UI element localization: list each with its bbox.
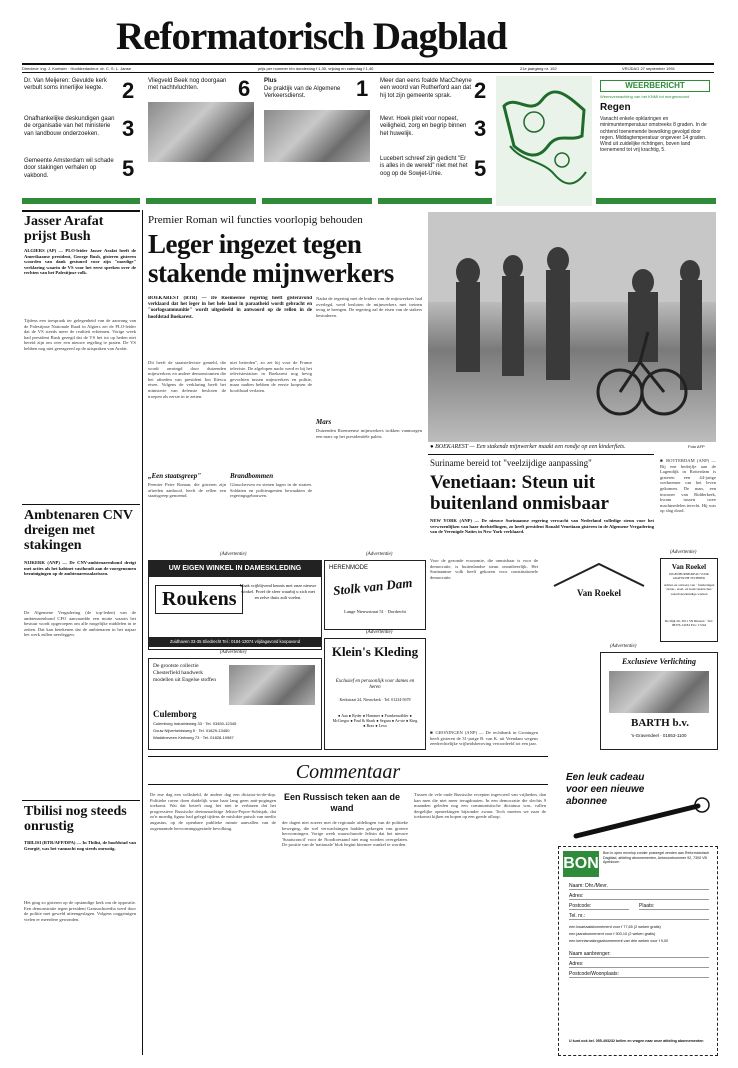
coupon-field-recruiter[interactable]: Naam aanbrenger: bbox=[569, 951, 709, 958]
masthead-rule-bottom bbox=[22, 72, 714, 73]
tbilisi-lead: TBILISI (RTR/AFP/DPA) — In Tbilisi, de hoofdstad van Georgië, was het vannacht nog steeds onrustig. bbox=[24, 840, 136, 851]
ad-label: (Advertentie) bbox=[220, 650, 247, 655]
teaser-column-2 bbox=[146, 76, 256, 206]
main-col-2: niet betreden", zo zei hij voor de Franse televisie. De afgelopen nacht werd er bij het televisiestation in Boekarest nog hevig gevochten tussen mijnwerkers en politie, maar nadien hebben de eerste korpsen de hoofdstad verlaten. bbox=[230, 360, 312, 393]
column-rule bbox=[22, 210, 140, 212]
teaser-green-bar bbox=[262, 198, 372, 204]
weather-map-icon bbox=[496, 76, 592, 206]
ad-roekel-text: Advies en ontwerp van · funderingen · beton-, staal- en houtconstructies · waterbouwkundige werken bbox=[663, 583, 715, 596]
coupon-footer: U kunt ook bel. 055-493232 bellen en vragen naar onze afdeling abonnementen bbox=[569, 1039, 704, 1043]
coupon-field-name[interactable]: Naam: Dhr./Mevr. bbox=[569, 883, 709, 890]
teaser-text: De praktijk van de Algemene Verkeersdienst. bbox=[264, 86, 341, 100]
coupon-field-postcode[interactable]: Postcode: bbox=[569, 903, 629, 910]
ad-label: (Advertentie) bbox=[366, 552, 393, 557]
groningen-text: ■ GRONINGEN (ANP) — De rechtbank in Groningen heeft gisteren de 31-jarige B. van K. uit Veendam wegens zeedrechtelijke vrijheidsberoving veroordeeld tot een jaar. bbox=[430, 730, 538, 747]
weather-text: Vanacht enkele opklaringen en minimumtemperatuur omstreeks 8 graden. In de ochtend toenemende bewolking gevolgd door regen. Middagtemperatuur ongeveer 14 graden. Wind uit zuidelijke richtingen, boven land toenemend tot vrij krachtig, 5. bbox=[600, 116, 707, 154]
teaser-text: Mevr. Hoek pleit voor nopeet, veiligheid, zorg en begrip binnen het huwelijk. bbox=[380, 116, 467, 137]
main-col-1: Dit heeft de staatstelevisie gemeld, die wordt omringd door duizenden mijnwerkers en andere demonstranten die het aftreden van president Ion Iliescu eisen. Volgens de verklaring heeft het ministerie van defensie besloten de troepen als eerste in te zetten. bbox=[148, 360, 226, 399]
teaser-green-bar bbox=[146, 198, 256, 204]
ad-label: (Advertentie) bbox=[220, 552, 247, 557]
car-photo bbox=[264, 110, 370, 162]
section-rule bbox=[148, 756, 548, 757]
ad-klein-brand: Klein's Kleding bbox=[331, 644, 419, 659]
teaser-text: Vliegveld Beek nog doorgaan met nachtvluchten. bbox=[148, 78, 227, 92]
masthead-title: Reformatorisch Dagblad bbox=[116, 15, 507, 58]
suriname-kicker: Suriname bereid tot "veelzijdige aanpassing" bbox=[430, 458, 592, 468]
miners-photo bbox=[428, 212, 716, 442]
ad-klein-tags: ● Aaa ● Ryder ● Hammer ● Frankenwälder ● McGregor ● Paul & Shark ● Segura ● Ar-ste ● King ● Brax ● Lexo bbox=[332, 713, 418, 728]
photo-caption: ● BOEKAREST — Een stakende mijnwerker maakt een rondje op een kinderfiets. bbox=[430, 444, 626, 450]
weather-title: Regen bbox=[600, 102, 631, 113]
weather-box bbox=[596, 76, 716, 206]
main-kicker: Premier Roman wil functies voorlopig behouden bbox=[148, 214, 363, 226]
ad-roekel-address: De Dijk 26, 3611 SN Rhenen · Tel.: 08376-14184 Fax: 17244 bbox=[664, 619, 714, 628]
ad-chesterfield-brand: Culemborg bbox=[153, 709, 197, 719]
cyclist-photo-icon bbox=[428, 212, 716, 442]
column-rule bbox=[22, 800, 140, 801]
masthead-rule bbox=[22, 63, 714, 65]
teaser-page-number: 1 bbox=[356, 76, 369, 101]
main-col-2b: Glasscherven en stenen lagen in de straten. Soldaten en politieagenten bewaakten de regeringsgebouwen. bbox=[230, 482, 312, 499]
coupon-field-phone[interactable]: Tel. nr.: bbox=[569, 913, 709, 920]
main-col-3: Nadat de regering met de leiders van de mijnwerkers had overlegd, werd besloten de mijnwerkers met treinen terug te brengen. De regering zal de eisen van de stakers bestuderen. bbox=[316, 296, 422, 318]
ad-roekel-sub: INGENIEURSBUREAU VOOR GRAFISCHE TECHNIEK bbox=[669, 572, 709, 580]
ad-barth-address: 's-Gravendeel · 01853-1100 bbox=[631, 733, 687, 738]
ad-chesterfield-address-3: Waddinxveen Kerkweg 73 · Tel. 01828-10987 bbox=[153, 735, 234, 740]
ad-barth-title: Exclusieve Verlichting bbox=[622, 657, 696, 666]
main-col-1b: Premier Petre Roman, die gisteren zijn aftreden aanbood, heeft de rellen een staatsgreep genoemd. bbox=[148, 482, 226, 499]
teaser-page-number: 5 bbox=[122, 156, 135, 181]
cnv-lead: NIJKERK (ANP) — De CNV-ambtenarenbond dreigt met acties als het kabinet vasthoudt aan de voorgenomen bezuinigingen op de ambtenarensalarissen. bbox=[24, 560, 136, 577]
coupon-field-recruiter-city[interactable]: Postcode/Woonplaats: bbox=[569, 971, 709, 978]
ad-herenmode-label: HERENMODE bbox=[329, 565, 369, 571]
ad-dameskleding[interactable] bbox=[148, 560, 322, 650]
ad-chesterfield-photo bbox=[229, 665, 315, 705]
teaser-page-number: 6 bbox=[238, 76, 251, 101]
ad-klein-slogan: Exclusief en persoonlijk voor dames en heren bbox=[335, 679, 415, 690]
ad-chesterfield-address-1: Culemborg Industrieweg 33 · Tel. 03450-12345 bbox=[153, 721, 237, 726]
coupon-title: BON bbox=[563, 851, 599, 877]
arafat-body: Tijdens een toespraak ter gelegenheid van de aanvang van de Palestijnse Nationale Raad in Algiers zei de PLO-leider dat de VS steeds meer de realiteit erkennen. Vorige week had president Bush gezegd dat de VS het tot op heden niet bereid zijn om over een nieuwe regeling te praten. De VS hebben nog niet gereageerd op de uitspraken van Arafat. bbox=[24, 318, 136, 351]
airport-photo bbox=[148, 102, 254, 162]
cnv-headline: Ambtenaren CNV dreigen met stakingen bbox=[24, 508, 133, 553]
weather-label: WEERBERICHT bbox=[600, 80, 710, 92]
coupon-instructions: Bon in open envelop zonder postzegel zenden aan Reformatorisch Dagblad, afdeling abonnementen, Antwoordnummer 92, 7300 VB Apeldoorn bbox=[603, 851, 710, 865]
tbilisi-body: Het ging zo gisteren op de opstandige kerk om de oppositie. Een demonstratie tegen president Gamsachoerdia werd door de politie met geweld uiteengeslagen. Volgens ooggetuigen vielen er meerdere gewonden. bbox=[24, 900, 136, 922]
main-headline: Leger ingezet tegen stakende mijnwerkers bbox=[148, 229, 394, 288]
teaser-text: Gemeente Amsterdam wil schade door stakingen verhalen op vakbond. bbox=[24, 158, 114, 179]
weather-subtitle: Weersverwachting van het KNMI tot morgenavond bbox=[600, 94, 690, 99]
main-lead: BOEKAREST (RTR) — De Roemeense regering heeft gisteravond verklaard dat het leger in het hele land in paraatheid wordt gebracht en "oorlogsammunitie" wordt uitgedeeld in antwoord op de rellen in de hoofdstad Boekarest. bbox=[148, 296, 312, 320]
ad-klein-address: Kerkstraat 24, Nieuwkerk · Tel. 01234-5678 bbox=[339, 697, 411, 702]
ad-chesterfield[interactable] bbox=[148, 658, 322, 750]
main-col-3b: Duizenden Roemeense mijnwerkers trokken vanmorgen een mars op het presidentiële paleis. bbox=[316, 428, 422, 439]
ad-dameskleding-title: UW EIGEN WINKEL IN DAMESKLEDING bbox=[149, 561, 321, 577]
commentary-section-title: Commentaar bbox=[148, 760, 548, 785]
arafat-lead: ALGIERS (AP) — PLO-leider Jasser Arafat heeft de Amerikaanse president, George Bush, gisteren gisteren woorden van dank gestuurd voor zijn "moedige" verklaring waarin de VS voor het eerst spreken over de rechten van het Palestijnse volk. bbox=[24, 248, 136, 276]
cnv-body: De Algemene Vergadering (de top-leden) van de ambtenarenbond CFO aanvaardde een motie waarin het bestuur wordt opgeroepen om alle mogelijke middelen in te zetten. Dat kan betekenen dat de ambtenaren in het najaar het werk zullen neerleggen. bbox=[24, 610, 136, 638]
suriname-headline: Venetiaan: Steun uit buitenland onmisbaar bbox=[430, 472, 609, 514]
teaser-page-number: 3 bbox=[474, 116, 487, 141]
teaser-green-bar bbox=[22, 198, 140, 204]
plus-label: Plus bbox=[264, 78, 277, 84]
teaser-page-number: 2 bbox=[122, 78, 135, 103]
main-subhead-2: Brandbommen bbox=[230, 472, 274, 480]
ad-barth-brand: BARTH b.v. bbox=[631, 717, 689, 729]
commentary-mid-title: Een Russisch teken aan de wand bbox=[283, 792, 401, 813]
ad-label: (Advertentie) bbox=[366, 630, 393, 635]
ad-roukens-slogan: Maak vrijblijvend kennis met onze nieuwe winkel. Proef de sfeer waarbij u zich met en zelve thuis zult voelen. bbox=[239, 583, 317, 600]
ad-klein-kleding[interactable] bbox=[324, 638, 426, 750]
main-subhead-3: Mars bbox=[316, 418, 332, 426]
weather-green-bar bbox=[596, 198, 716, 204]
suriname-col-1: Voor de gezonde economie, die onmisbaar is voor de democratie, is buitenlandse steun onontbeerlijk. Het Surinaamse volk heeft gekozen voor constitutionele democratie. bbox=[430, 558, 538, 580]
teaser-green-bar bbox=[378, 198, 492, 204]
teaser-text: Dr. Van Meijeren: Gevulde kerk verbult soms innerlijke leegte. bbox=[24, 78, 107, 92]
coupon-option-1[interactable]: een kwartaalabonnement voor f 77,65 (2 weken gratis) bbox=[569, 925, 661, 929]
ad-label: (Advertentie) bbox=[670, 550, 697, 555]
masthead-jaargang: 21e jaargang nr. 152 bbox=[520, 66, 557, 71]
ad-roukens-address: Zuidhaven 33-35 Sliedrecht Tel.: 0184-13074 vrijdagavond koopavond bbox=[149, 637, 321, 647]
commentary-mid: der dagen niet zozeer met de regionale afdelingen van de politieke beweging, die wel verwachtingen hadden gekregen van grotere hervormingen. Vorige week waarschuwde Jeltsin dat het nieuwe 'Staatsconcil' voor de Noodtoestand niet mag worden overgelaten. De positie van de 'nationale' blok begint hiermee wankel te worden. bbox=[282, 820, 408, 848]
masthead-date: VRIJDAG 27 september 1991 bbox=[622, 66, 675, 71]
ad-van-roekel-wide[interactable] bbox=[544, 558, 654, 640]
vertical-rule bbox=[142, 210, 143, 1055]
teaser-page-number: 3 bbox=[122, 116, 135, 141]
pen-illustration bbox=[570, 796, 716, 842]
column-rule bbox=[22, 504, 140, 505]
roof-logo-icon bbox=[544, 558, 654, 588]
commentary-left: De ene dag een volksheld, de andere dag een dictator-in-de-dop. Politieke raven doen duidelijk waar haar lang geen anti-pogingen toekomt. Wat dat betreft mag het niet te verbazen dat het progressieve Russische dreinsmachtige Jeltsin-Popov-Sobtsjak, dat zo'n moedig figuur had gelegd tijdens de mislukte putsch van medio augustus, op de openbare publieke ruimte aanvallen van de zogenaamde hervormingsgezinde bevolking. bbox=[150, 792, 276, 831]
photo-credit: Foto AFP bbox=[688, 444, 705, 449]
ad-stolk-address: Lange Nieuwstraat 51 · Dordrecht bbox=[344, 609, 406, 614]
commentary-right: Tussen de vele oude Russische recepten ingevoerd van vrijheden, dan kan men die niet meer terugdraaien. In een democratie die slechts 9 maanden geleden nog een communistische dictatuur was, vallen dergelijke opmerkingen bijzonder zwaar. Toch moeten we naar de toekomst kijken en hopen op een goede afloop. bbox=[414, 792, 546, 820]
rotterdam-text: ■ ROTTERDAM (ANP) — Bij een bedrijfje aan de Lagendijk in Rotterdam is gisteren een 44-jarige werknemer om het leven gekomen. De man, een inwoner van Ridderkerk, kwam tussen twee machinedelen terecht. Hij was op slag dood. bbox=[660, 458, 716, 514]
coupon-field-city[interactable]: Plaats: bbox=[639, 903, 709, 910]
teaser-text: Meer dan eens foalde MacCheyne een woord van Rutherford aan dat hij tot zijn gemeente sprak. bbox=[380, 78, 472, 99]
teaser-column-3 bbox=[262, 76, 372, 206]
teaser-column-4 bbox=[378, 76, 490, 206]
teaser-page-number: 5 bbox=[474, 156, 487, 181]
masthead-meta-left: Directeur: ing. J. Koetsier · Hoofdredacteur: dr. C. S. L. Janse bbox=[22, 66, 131, 71]
tbilisi-headline: Tbilisi nog steeds onrustig bbox=[24, 804, 127, 834]
subscribe-coupon[interactable] bbox=[558, 846, 718, 1056]
subscribe-promo: Een leuk cadeau voor een nieuwe abonnee bbox=[566, 772, 645, 807]
ad-label: (Advertentie) bbox=[610, 644, 637, 649]
ad-herenmode[interactable] bbox=[324, 560, 426, 630]
ad-barth-photo bbox=[609, 671, 709, 713]
ad-chesterfield-address-2: Gouw Nijverheidsweg 5 · Tel. 01829-13450 bbox=[153, 728, 230, 733]
teaser-text: Lucebert schreef zijn gedicht "Er is alles in de wereld" niet met het oog op de Sowjet-Unie. bbox=[380, 156, 468, 177]
section-rule bbox=[428, 454, 654, 455]
ad-stolk-brand: Stolk van Dam bbox=[332, 574, 413, 599]
ad-roekel-brand: Van Roekel bbox=[671, 563, 707, 571]
masthead-meta-mid: prijs per nummer t/m donderdag f 1,30, vrijdag en zaterdag f 1,40 bbox=[258, 66, 374, 71]
ad-roukens-brand: Roukens bbox=[155, 585, 243, 614]
teaser-column-1 bbox=[22, 76, 138, 206]
ad-roekel-wide-brand: Van Roekel bbox=[577, 588, 621, 598]
coupon-option-3[interactable]: een kennismakingsabonnement van drie weken voor f 9,00 bbox=[569, 939, 669, 943]
coupon-field-recruiter-address[interactable]: Adres: bbox=[569, 961, 709, 968]
ad-chesterfield-title: De grootste collectie Chesterfield handwerk modellen uit Engelse stoffen bbox=[153, 663, 216, 683]
teaser-page-number: 2 bbox=[474, 78, 487, 103]
weather-map bbox=[496, 76, 592, 206]
arafat-headline: Jasser Arafat prijst Bush bbox=[24, 214, 104, 244]
ad-van-roekel[interactable] bbox=[660, 558, 718, 642]
suriname-lead: NEW YORK (ANP) — De nieuwe Surinaamse regering verwacht van Nederland volledige steun voor het verwezenlijken van haar doelstellingen, zo heeft president Ronald Venetiaan gisteren in de Algemene Vergadering van de Verenigde Naties in New York verklaard. bbox=[430, 518, 654, 535]
coupon-option-2[interactable]: een jaarabonnement voor f 300,10 (2 weken gratis) bbox=[569, 932, 656, 936]
pen-icon bbox=[570, 796, 716, 842]
coupon-field-address[interactable]: Adres: bbox=[569, 893, 709, 900]
main-subhead-1: „Een staatsgreep" bbox=[148, 472, 202, 480]
teaser-text: Onafhankelijke deskundigen gaan de organisatie van het ministerie van landbouw onderzoeken. bbox=[24, 116, 115, 137]
ad-barth[interactable] bbox=[600, 652, 718, 750]
